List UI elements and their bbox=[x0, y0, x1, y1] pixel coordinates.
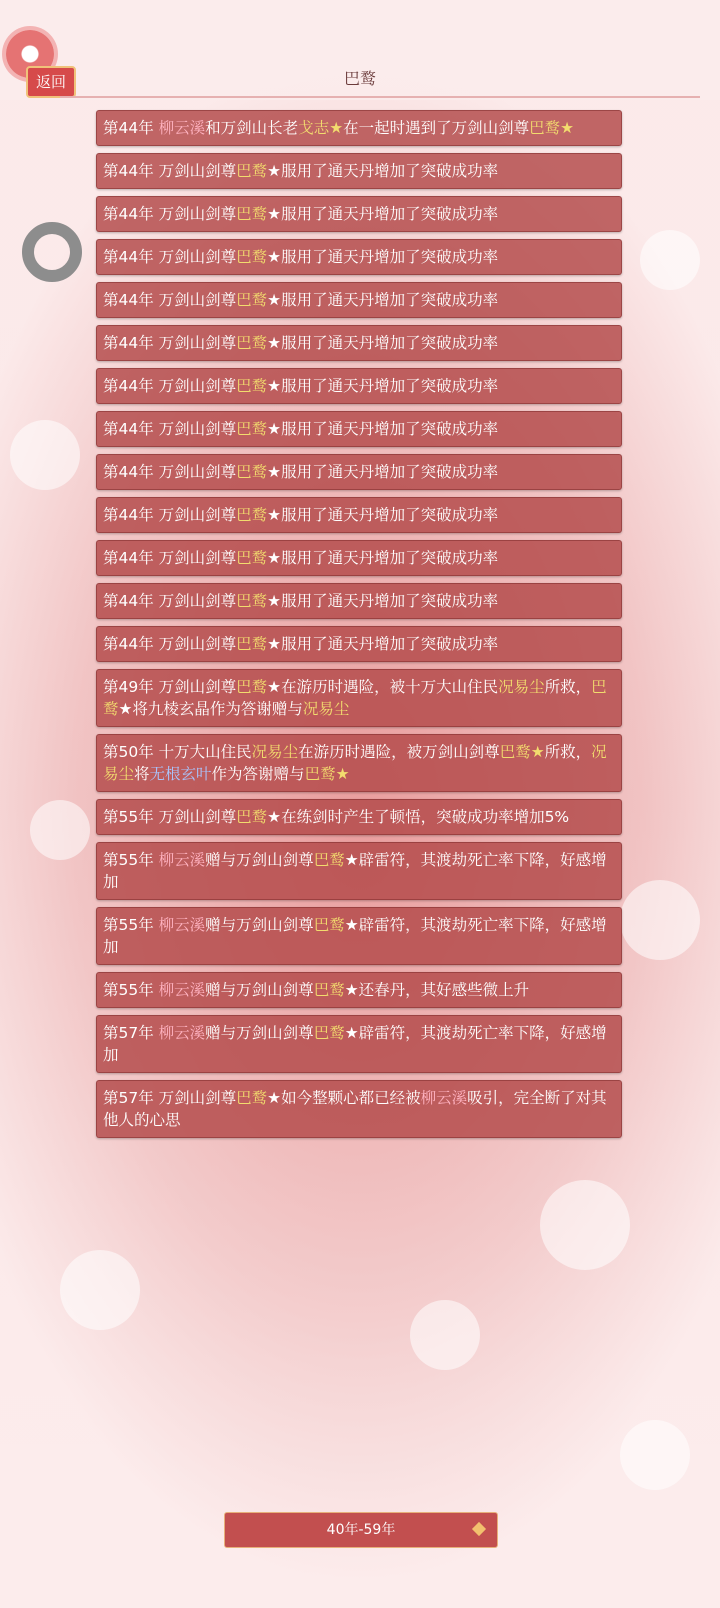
log-entry-text: 巴鹜★ bbox=[304, 765, 350, 783]
log-entry bbox=[96, 626, 622, 662]
log-entry-text: 巴鹜 bbox=[236, 334, 268, 352]
log-entry-text: 第44年 万剑山剑尊 bbox=[103, 592, 237, 610]
log-entry-text: 赠与万剑山剑尊 bbox=[205, 1024, 314, 1042]
header-divider bbox=[60, 96, 700, 98]
log-entry-text: 第44年 万剑山剑尊 bbox=[103, 205, 237, 223]
log-entry-text: ★辟雷符，其渡劫死亡率下降，好感增加 bbox=[103, 916, 607, 956]
log-entry-text: 柳云溪 bbox=[158, 981, 206, 999]
year-range-selector[interactable]: 40年-59年 bbox=[224, 1512, 498, 1548]
log-entry-text: 第44年 万剑山剑尊 bbox=[103, 635, 237, 653]
log-entry-text: ★服用了通天丹增加了突破成功率 bbox=[267, 549, 499, 567]
log-entry-text: ★服用了通天丹增加了突破成功率 bbox=[267, 506, 499, 524]
background-flower bbox=[620, 1420, 690, 1490]
log-entry-text: 第55年 万剑山剑尊 bbox=[103, 808, 237, 826]
log-entry-text: 第55年 bbox=[103, 981, 159, 999]
log-entry-text: 戈志★ bbox=[298, 119, 344, 137]
log-entry-text: ★在游历时遇险，被十万大山住民 bbox=[267, 678, 499, 696]
log-entry-text: 况易尘 bbox=[302, 700, 350, 718]
log-entry-text: 赠与万剑山剑尊 bbox=[205, 916, 314, 934]
log-entry-text: 巴鹜 bbox=[313, 1024, 345, 1042]
back-button[interactable]: 返回 bbox=[26, 66, 76, 98]
log-entry bbox=[96, 368, 622, 404]
log-entry bbox=[96, 325, 622, 361]
log-entry-text: 巴鹜 bbox=[236, 678, 268, 696]
log-entry-text: 赠与万剑山剑尊 bbox=[205, 851, 314, 869]
log-entry-text: 在游历时遇险，被万剑山剑尊 bbox=[298, 743, 500, 761]
log-entry-text: ★服用了通天丹增加了突破成功率 bbox=[267, 205, 499, 223]
log-entry-text: 柳云溪 bbox=[158, 119, 206, 137]
log-entry-text: ★服用了通天丹增加了突破成功率 bbox=[267, 334, 499, 352]
log-entry-text: ★辟雷符，其渡劫死亡率下降，好感增加 bbox=[103, 851, 607, 891]
log-entry bbox=[96, 1080, 622, 1138]
log-entry-text: 第44年 万剑山剑尊 bbox=[103, 549, 237, 567]
background-flower bbox=[410, 1300, 480, 1370]
log-entry-text: 巴鹜 bbox=[236, 420, 268, 438]
log-entry-text: 第44年 万剑山剑尊 bbox=[103, 162, 237, 180]
log-entry-text: 第57年 万剑山剑尊 bbox=[103, 1089, 237, 1107]
log-entry-text: 况易尘 bbox=[498, 678, 545, 696]
background-flower bbox=[640, 230, 700, 290]
log-entry-text: ★将九棱玄晶作为答谢赠与 bbox=[118, 700, 303, 718]
log-entry bbox=[96, 454, 622, 490]
log-entry-text: ★在练剑时产生了顿悟，突破成功率增加5% bbox=[267, 808, 570, 826]
log-entry-text: 巴鹜 bbox=[236, 162, 268, 180]
log-entry-text: 柳云溪 bbox=[158, 851, 206, 869]
log-entry bbox=[96, 799, 622, 835]
log-entry-text: 巴鹜 bbox=[236, 248, 268, 266]
log-entry-text: 巴鹜 bbox=[236, 635, 268, 653]
log-entry-text: 所救， bbox=[544, 743, 592, 761]
log-entry-text: 巴鹜 bbox=[236, 205, 268, 223]
log-entry-text: 巴鹜 bbox=[313, 981, 345, 999]
page-title: 巴鹜 bbox=[343, 69, 376, 88]
log-entry-text: 赠与万剑山剑尊 bbox=[205, 981, 314, 999]
log-entry bbox=[96, 669, 622, 727]
log-entry bbox=[96, 734, 622, 792]
background-flower bbox=[10, 420, 80, 490]
log-entry bbox=[96, 110, 622, 146]
log-entry-text: ★服用了通天丹增加了突破成功率 bbox=[267, 592, 499, 610]
log-entry-text: 巴鹜 bbox=[236, 463, 268, 481]
log-entry-text: 巴鹜 bbox=[103, 678, 607, 718]
log-entry-text: 巴鹜 bbox=[236, 1089, 268, 1107]
log-entry-text: 第55年 bbox=[103, 916, 159, 934]
log-entry-text: 所救， bbox=[544, 678, 592, 696]
log-entry-text: 第44年 万剑山剑尊 bbox=[103, 248, 237, 266]
log-entry-text: 况易尘 bbox=[251, 743, 299, 761]
background-flower bbox=[30, 800, 90, 860]
log-entry-text: 第44年 万剑山剑尊 bbox=[103, 420, 237, 438]
log-entry-text: 第49年 万剑山剑尊 bbox=[103, 678, 237, 696]
log-entry-text: ★服用了通天丹增加了突破成功率 bbox=[267, 463, 499, 481]
log-entry-text: 巴鹜 bbox=[236, 377, 268, 395]
log-entry bbox=[96, 583, 622, 619]
log-entry-text: 将 bbox=[134, 765, 150, 783]
log-entry-text: 作为答谢赠与 bbox=[211, 765, 305, 783]
log-entry-text: ★服用了通天丹增加了突破成功率 bbox=[267, 635, 499, 653]
header-bar bbox=[0, 0, 720, 100]
event-log-list bbox=[96, 110, 622, 1145]
floating-ring-icon[interactable] bbox=[22, 222, 82, 282]
log-entry bbox=[96, 239, 622, 275]
log-entry-text: 第44年 bbox=[103, 119, 159, 137]
log-entry bbox=[96, 540, 622, 576]
log-entry-text: 第44年 万剑山剑尊 bbox=[103, 506, 237, 524]
log-entry bbox=[96, 972, 622, 1008]
log-entry-text: 第57年 bbox=[103, 1024, 159, 1042]
log-entry-text: ★还春丹，其好感些微上升 bbox=[344, 981, 530, 999]
log-entry-text: 巴鹜 bbox=[236, 549, 268, 567]
log-entry-text: 况易尘 bbox=[103, 743, 607, 783]
log-entry bbox=[96, 153, 622, 189]
log-entry-text: ★辟雷符，其渡劫死亡率下降，好感增加 bbox=[103, 1024, 607, 1064]
log-entry bbox=[96, 1015, 622, 1073]
log-entry bbox=[96, 907, 622, 965]
log-entry bbox=[96, 282, 622, 318]
log-entry bbox=[96, 411, 622, 447]
log-entry bbox=[96, 196, 622, 232]
log-entry-text: 第44年 万剑山剑尊 bbox=[103, 291, 237, 309]
log-entry-text: ★如今整颗心都已经被 bbox=[267, 1089, 421, 1107]
log-entry-text: ★服用了通天丹增加了突破成功率 bbox=[267, 420, 499, 438]
log-entry-text: 第44年 万剑山剑尊 bbox=[103, 334, 237, 352]
log-entry-text: ★服用了通天丹增加了突破成功率 bbox=[267, 291, 499, 309]
log-entry-text: 第50年 十万大山住民 bbox=[103, 743, 252, 761]
log-entry-text: 和万剑山长老 bbox=[205, 119, 299, 137]
log-entry-text: ★服用了通天丹增加了突破成功率 bbox=[267, 162, 499, 180]
background-flower bbox=[60, 1250, 140, 1330]
log-entry bbox=[96, 497, 622, 533]
log-entry-text: 柳云溪 bbox=[158, 916, 206, 934]
log-entry-text: ★服用了通天丹增加了突破成功率 bbox=[267, 377, 499, 395]
log-entry-text: 在一起时遇到了万剑山剑尊 bbox=[343, 119, 530, 137]
log-entry-text: 无根玄叶 bbox=[149, 765, 212, 783]
background-flower bbox=[540, 1180, 630, 1270]
log-entry-text: 第55年 bbox=[103, 851, 159, 869]
background-flower bbox=[620, 880, 700, 960]
log-entry-text: 巴鹜 bbox=[313, 851, 345, 869]
log-entry-text: 吸引，完全断了对其他人的心思 bbox=[103, 1089, 607, 1129]
log-entry-text: 巴鹜 bbox=[236, 506, 268, 524]
log-entry-text: 巴鹜 bbox=[313, 916, 345, 934]
log-entry bbox=[96, 842, 622, 900]
log-entry-text: ★服用了通天丹增加了突破成功率 bbox=[267, 248, 499, 266]
log-entry-text: 巴鹜★ bbox=[529, 119, 575, 137]
log-entry-text: 第44年 万剑山剑尊 bbox=[103, 377, 237, 395]
log-entry-text: 柳云溪 bbox=[420, 1089, 468, 1107]
log-entry-text: 巴鹜★ bbox=[499, 743, 545, 761]
log-entry-text: 巴鹜 bbox=[236, 291, 268, 309]
log-entry-text: 巴鹜 bbox=[236, 592, 268, 610]
log-entry-text: 第44年 万剑山剑尊 bbox=[103, 463, 237, 481]
log-entry-text: 柳云溪 bbox=[158, 1024, 206, 1042]
log-entry-text: 巴鹜 bbox=[236, 808, 268, 826]
